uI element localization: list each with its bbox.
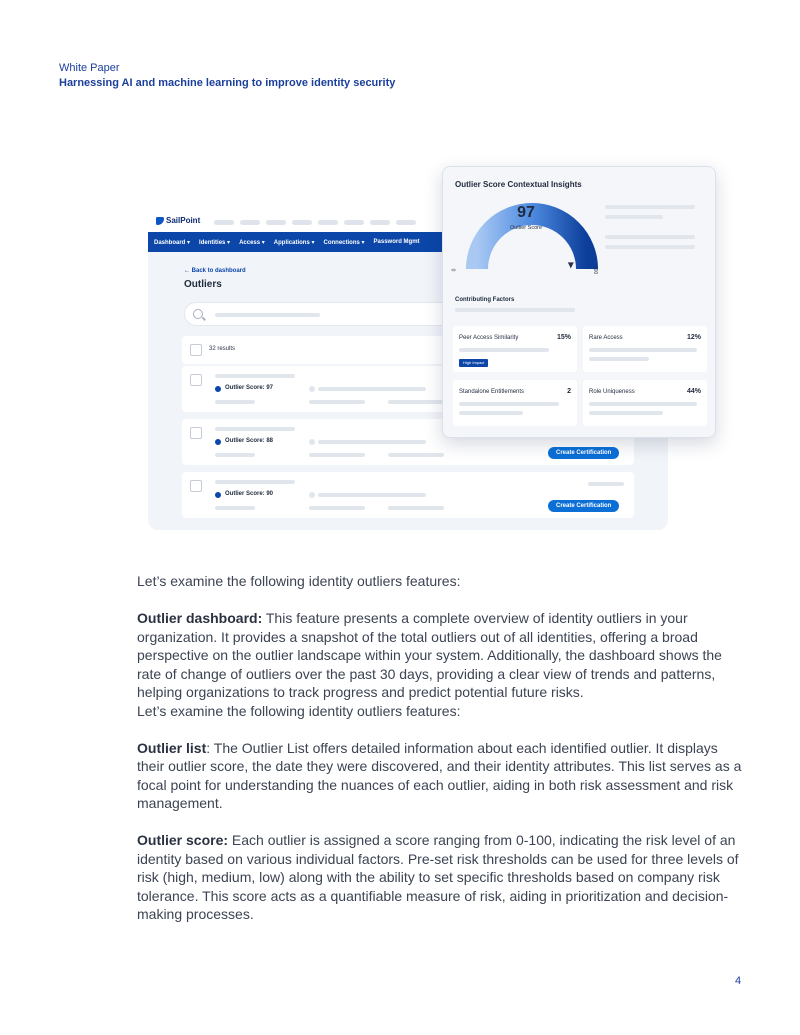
factor-name: Standalone Entitlements [459, 389, 525, 395]
insight-placeholder [605, 245, 695, 249]
row-placeholder [215, 506, 255, 510]
insight-placeholder [605, 235, 695, 239]
create-certification-button[interactable]: Create Certification [548, 500, 619, 512]
insights-title: Outlier Score Contextual Insights [455, 180, 582, 189]
row-placeholder [215, 453, 255, 457]
topbar-placeholder [266, 220, 286, 225]
row-placeholder [215, 400, 255, 404]
outlier-score-value: 97 [517, 204, 535, 221]
nav-item-access[interactable]: Access ▾ [239, 239, 265, 246]
row-placeholder [309, 400, 365, 404]
outlier-score-label: Outlier Score: 97 [225, 385, 274, 391]
insight-placeholder [455, 308, 575, 312]
row-placeholder [309, 506, 365, 510]
factor-placeholder [459, 348, 549, 352]
outlier-insights-panel [442, 166, 716, 438]
dashboard-paragraph [137, 609, 747, 702]
outlier-score-caption: Outlier Score [509, 225, 543, 231]
score-dot-icon [215, 386, 221, 392]
topbar-placeholder [318, 220, 338, 225]
dashboard-description: This feature presents a complete overview of identity outliers in your organization. It provides a snapshot of the total outliers out of all identities, offering a broad perspective on the outlier landscape within your system. Additionally, the dashboard shows the rate of change of outliers over the past 30 days, providing a clear view of trends and patterns, helping organizations to track progress and predict potential future risks. [137, 610, 722, 700]
row-placeholder [309, 453, 365, 457]
topbar-placeholder [214, 220, 234, 225]
topbar-placeholder [396, 220, 416, 225]
factor-value: 15% [556, 334, 571, 341]
factor-card-peer-access [453, 326, 577, 372]
nav-item-applications[interactable]: Applications ▾ [273, 239, 315, 246]
score-description: Each outlier is assigned a score ranging from 0-100, indicating the risk level of an identity based on various individual factors. Pre-set risk thresholds can be used for three levels of risk (high, medium, low) along with the ability to set specific thresholds based on company risk tolerance. This score acts as a quantifiable measure of risk, aiding in prioritization and decision-making processes. [137, 832, 739, 922]
gauge-arc [477, 214, 587, 269]
product-screenshot-figure [148, 166, 718, 531]
outliers-heading: Outliers [184, 279, 222, 290]
outlier-score-label: Outlier Score: 90 [225, 491, 274, 497]
factor-card-role-uniqueness [583, 380, 707, 426]
document-header [59, 61, 395, 91]
back-to-dashboard-link[interactable]: ← Back to dashboard [184, 268, 246, 274]
document-title: Harnessing AI and machine learning to improve identity security [59, 77, 396, 89]
row-placeholder [388, 506, 444, 510]
search-placeholder-bar [215, 313, 320, 317]
row-checkbox[interactable] [190, 427, 202, 439]
page-number: 4 [735, 975, 742, 987]
factor-placeholder [589, 357, 649, 361]
sailpoint-logo-icon [156, 217, 164, 225]
row-placeholder [309, 439, 315, 445]
topbar-placeholder [344, 220, 364, 225]
score-dot-icon [215, 439, 221, 445]
factor-name: Role Uniqueness [589, 389, 635, 395]
row-checkbox[interactable] [190, 480, 202, 492]
row-placeholder [318, 387, 426, 391]
logo-text: SailPoint [166, 216, 201, 225]
row-placeholder [318, 440, 426, 444]
nav-item-dashboard[interactable]: Dashboard ▾ [154, 239, 191, 246]
gauge-pointer-icon [568, 262, 574, 268]
factor-placeholder [589, 348, 697, 352]
factor-name: Rare Access [589, 335, 623, 341]
factor-placeholder [459, 411, 523, 415]
score-paragraph [137, 831, 747, 924]
factor-placeholder [589, 411, 663, 415]
intro-repeat-paragraph: Let’s examine the following identity outliers features: [137, 702, 461, 719]
document-type: White Paper [59, 62, 120, 74]
factor-name: Peer Access Similarity [459, 335, 519, 341]
factor-value: 44% [686, 388, 701, 395]
row-placeholder [588, 482, 624, 486]
row-placeholder [309, 492, 315, 498]
nav-item-password[interactable]: Password Mgmt [373, 239, 420, 245]
insight-placeholder [605, 205, 695, 209]
list-paragraph [137, 739, 747, 813]
score-term: Outlier score: [137, 832, 229, 848]
list-term: Outlier list [137, 739, 207, 756]
factor-value: 12% [686, 334, 701, 341]
select-all-checkbox[interactable] [190, 344, 202, 356]
high-impact-badge: High Impact [459, 359, 488, 367]
row-placeholder [309, 386, 315, 392]
insight-placeholder [605, 215, 663, 219]
score-dot-icon [215, 492, 221, 498]
dashboard-term: Outlier dashboard: [137, 610, 263, 626]
factor-value: 2 [567, 388, 571, 395]
gauge-max-label: 100 [592, 265, 599, 275]
nav-item-connections[interactable]: Connections ▾ [323, 239, 365, 246]
app-logo [156, 216, 200, 225]
outlier-score-label: Outlier Score: 88 [225, 438, 274, 444]
factor-card-standalone-entitlements [453, 380, 577, 426]
topbar-placeholder [292, 220, 312, 225]
gauge-min-label: 0 [451, 268, 458, 272]
list-description: : The Outlier List offers detailed information about each identified outlier. It displays their outlier score, the date they were discovered, and their identity attributes. This list serves as a focal point for understanding the nuances of each outlier, aiding in both risk assessment and risk management. [137, 739, 742, 811]
factor-card-rare-access [583, 326, 707, 372]
nav-item-identities[interactable]: Identities ▾ [199, 239, 231, 246]
search-icon [193, 309, 203, 319]
contributing-factors-title: Contributing Factors [455, 297, 515, 303]
row-placeholder [388, 400, 444, 404]
row-placeholder [215, 374, 295, 378]
intro-paragraph: Let’s examine the following identity outliers features: [137, 573, 461, 589]
create-certification-button[interactable]: Create Certification [548, 447, 619, 459]
factor-placeholder [589, 402, 697, 406]
topbar-placeholder [240, 220, 260, 225]
results-count: 32 results [209, 346, 236, 352]
topbar-placeholder [370, 220, 390, 225]
row-placeholder [215, 427, 295, 431]
row-placeholder [215, 480, 295, 484]
body-text [137, 572, 747, 924]
outlier-row[interactable] [182, 472, 634, 518]
row-checkbox[interactable] [190, 374, 202, 386]
factor-placeholder [459, 402, 559, 406]
row-placeholder [318, 493, 426, 497]
row-placeholder [388, 453, 444, 457]
